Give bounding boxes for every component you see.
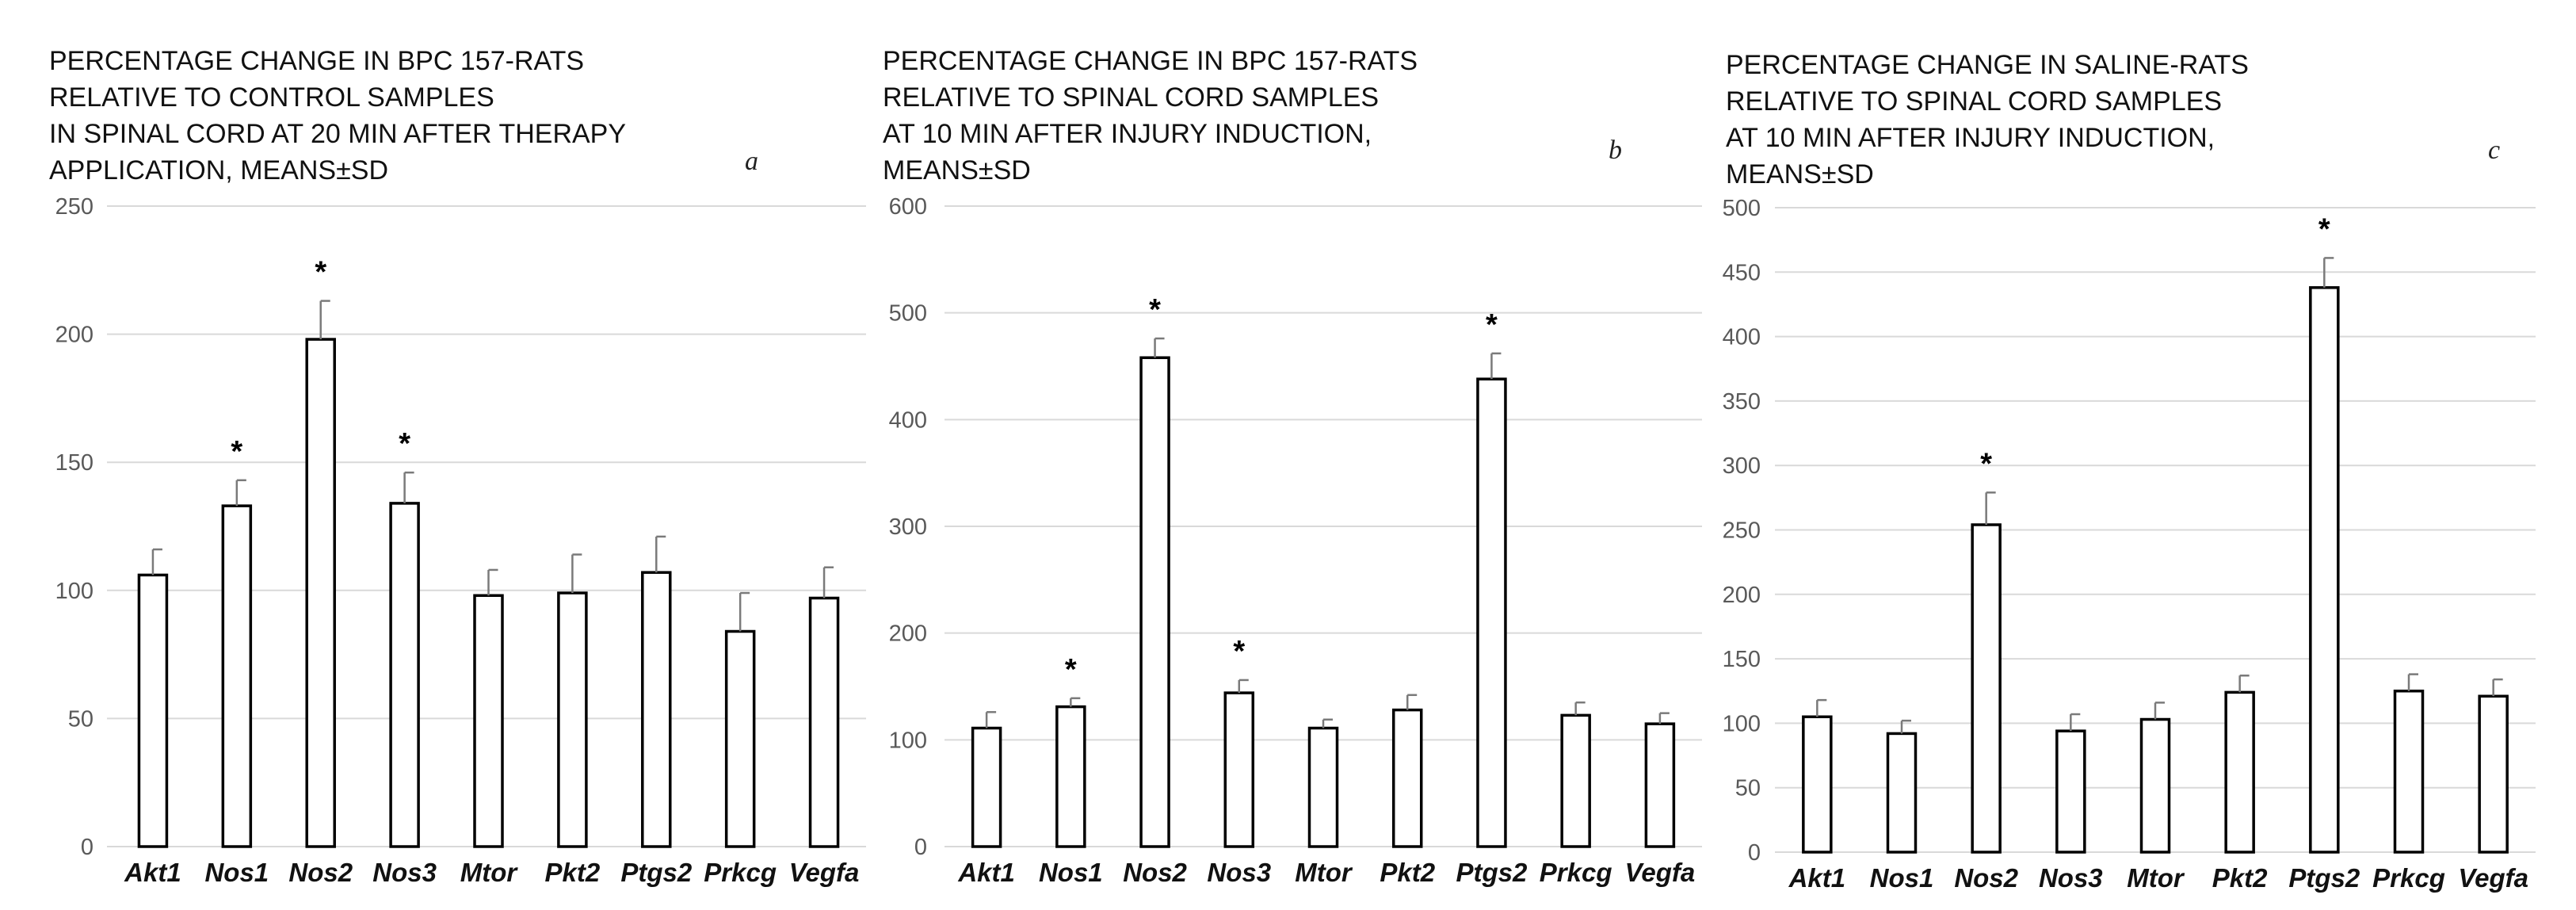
y-tick-label: 150 (55, 450, 93, 476)
bar-mtor (475, 595, 502, 847)
chart-panel-b (883, 46, 1702, 887)
bar-ptgs2 (643, 572, 670, 847)
bar-nos1 (1888, 733, 1916, 852)
significance-marker: * (315, 255, 327, 289)
significance-marker: * (399, 427, 411, 461)
category-label-nos3: Nos3 (1207, 858, 1272, 887)
significance-marker: * (1486, 308, 1498, 342)
chart-title-line: PERCENTAGE CHANGE IN BPC 157-RATS (49, 46, 585, 76)
chart-panel-a (49, 46, 866, 887)
bar-vegfa (2479, 696, 2507, 852)
bar-mtor (2142, 720, 2170, 852)
y-tick-label: 300 (1722, 453, 1761, 480)
y-tick-label: 100 (55, 578, 93, 604)
category-label-vegfa: Vegfa (1624, 858, 1696, 887)
category-label-vegfa: Vegfa (788, 858, 860, 887)
category-label-pkt2: Pkt2 (1380, 858, 1436, 887)
bar-pkt2 (559, 593, 586, 847)
bar-akt1 (1803, 717, 1831, 852)
panel-letter: c (2488, 136, 2501, 165)
category-label-nos1: Nos1 (204, 858, 269, 887)
category-label-mtor: Mtor (1295, 858, 1352, 887)
y-tick-label: 400 (888, 407, 927, 434)
category-label-mtor: Mtor (460, 858, 517, 887)
y-tick-label: 500 (888, 300, 927, 327)
chart-title-line: RELATIVE TO CONTROL SAMPLES (49, 82, 494, 113)
y-tick-label: 350 (1722, 388, 1761, 415)
bar-prkcg (727, 632, 754, 847)
chart-panel-c (1723, 50, 2536, 893)
bar-prkcg (2395, 691, 2423, 852)
bar-pkt2 (2226, 692, 2254, 852)
bar-nos3 (1225, 693, 1253, 847)
y-tick-label: 150 (1722, 647, 1761, 673)
y-tick-label: 250 (1722, 518, 1761, 544)
category-label-ptgs2: Ptgs2 (620, 858, 693, 887)
y-tick-label: 300 (888, 514, 927, 540)
bar-akt1 (973, 728, 1001, 847)
bar-nos2 (1141, 358, 1169, 847)
panel-letter: a (745, 147, 758, 176)
category-label-pkt2: Pkt2 (2212, 863, 2268, 893)
chart-title-line: APPLICATION, MEANS±SD (49, 155, 389, 185)
y-tick-label: 100 (888, 728, 927, 754)
bar-nos1 (1057, 707, 1085, 847)
chart-title-line: PERCENTAGE CHANGE IN BPC 157-RATS (883, 46, 1418, 76)
category-label-ptgs2: Ptgs2 (2288, 863, 2360, 893)
bar-ptgs2 (1478, 379, 1506, 847)
category-label-nos1: Nos1 (1869, 863, 1934, 893)
bar-vegfa (1646, 724, 1673, 847)
category-label-akt1: Akt1 (1788, 863, 1846, 893)
category-label-nos1: Nos1 (1038, 858, 1103, 887)
bar-pkt2 (1394, 710, 1422, 847)
significance-marker: * (1233, 634, 1246, 668)
chart-title-line: AT 10 MIN AFTER INJURY INDUCTION, (1726, 123, 2215, 153)
bar-vegfa (811, 598, 838, 847)
category-label-ptgs2: Ptgs2 (1456, 858, 1528, 887)
bar-nos2 (307, 339, 334, 847)
category-label-nos3: Nos3 (372, 858, 437, 887)
bar-nos1 (223, 506, 250, 847)
bar-mtor (1310, 728, 1338, 847)
y-tick-label: 0 (1747, 840, 1761, 866)
category-label-vegfa: Vegfa (2458, 863, 2528, 893)
bar-nos3 (2057, 731, 2085, 852)
y-tick-label: 50 (1735, 775, 1761, 801)
significance-marker: * (2318, 212, 2330, 247)
category-label-nos2: Nos2 (1123, 858, 1187, 887)
category-label-nos2: Nos2 (1954, 863, 2019, 893)
bar-prkcg (1562, 715, 1589, 847)
chart-title-line: MEANS±SD (1726, 159, 1874, 189)
category-label-prkcg: Prkcg (1539, 858, 1612, 887)
y-tick-label: 200 (888, 621, 927, 647)
chart-title-line: IN SPINAL CORD AT 20 MIN AFTER THERAPY (49, 119, 627, 149)
category-label-nos2: Nos2 (288, 858, 353, 887)
y-tick-label: 0 (80, 835, 93, 860)
bar-akt1 (139, 575, 166, 847)
category-label-prkcg: Prkcg (704, 858, 777, 887)
category-label-nos3: Nos3 (2038, 863, 2103, 893)
chart-title-line: RELATIVE TO SPINAL CORD SAMPLES (1726, 86, 2223, 117)
chart-title-line: AT 10 MIN AFTER INJURY INDUCTION, (883, 119, 1372, 149)
bar-ptgs2 (2311, 288, 2338, 852)
y-tick-label: 450 (1722, 260, 1761, 286)
bar-nos3 (391, 503, 418, 847)
y-tick-label: 200 (55, 322, 93, 348)
y-tick-label: 50 (67, 706, 93, 732)
y-tick-label: 250 (55, 194, 93, 220)
panel-letter: b (1609, 136, 1622, 165)
category-label-pkt2: Pkt2 (544, 858, 601, 887)
y-tick-label: 100 (1722, 711, 1761, 737)
significance-marker: * (231, 434, 243, 468)
y-tick-label: 500 (1722, 196, 1761, 221)
y-tick-label: 600 (888, 194, 927, 220)
category-label-prkcg: Prkcg (2372, 863, 2445, 893)
significance-marker: * (1149, 292, 1161, 327)
chart-title-line: MEANS±SD (883, 155, 1031, 185)
significance-marker: * (1980, 447, 1993, 481)
y-tick-label: 0 (914, 835, 927, 860)
y-tick-label: 400 (1722, 324, 1761, 350)
chart-title-line: RELATIVE TO SPINAL CORD SAMPLES (883, 82, 1380, 113)
y-tick-label: 200 (1722, 582, 1761, 608)
significance-marker: * (1064, 652, 1077, 686)
category-label-akt1: Akt1 (124, 858, 181, 887)
category-label-mtor: Mtor (2127, 863, 2184, 893)
category-label-akt1: Akt1 (958, 858, 1015, 887)
chart-title-line: PERCENTAGE CHANGE IN SALINE-RATS (1726, 50, 2249, 80)
bar-nos2 (1972, 525, 2000, 852)
